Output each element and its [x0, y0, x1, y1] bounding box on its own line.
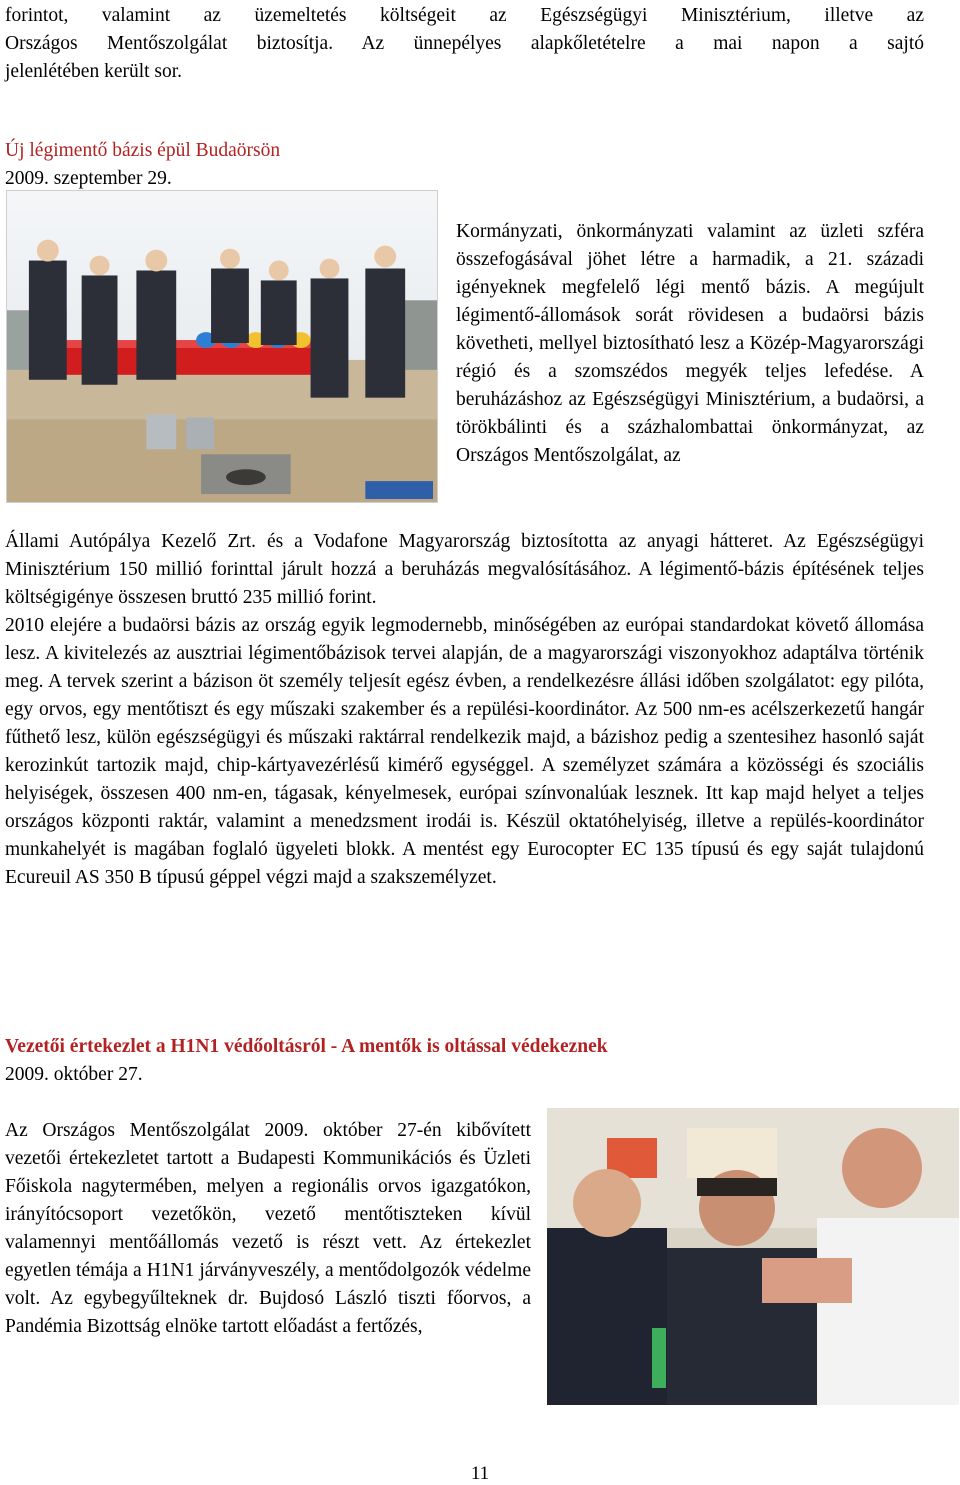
article1-header [5, 137, 924, 193]
article1-side-paragraph: Kormányzati, önkormányzati valamint az üzleti szféra összefogásával jöhet létre a harmadik, a 21. századi igényeknek megfelelő légi mentő bázis. A megújult légimentő-állomások sorát rövidesen a budaörsi bázis követheti, mellyel biztosítható lesz a Közép-Magyarországi régió és a szomszédos megyék teljes lefedése. A beruházáshoz az Egészségügyi Minisztérium, a budaörsi, a törökbálinti és a százhalombattai önkormányzat, az Országos Mentőszolgálat, az [456, 221, 924, 466]
article2-header [5, 1033, 924, 1089]
article1-body-paragraph-2: 2010 elejére a budaörsi bázis az ország egyik legmodernebb, minőségében az európai standardokat követő állomása lesz. A kivitelezés az ausztriai légimentőbázisok tervei alapján, de a magyarországi viszonyokhoz adaptálva történik meg. A tervek szerint a bázison öt személy teljesít egész évben, a rendelkezésre állási időben szolgálatot: egy pilóta, egy orvos, egy mentőtiszt és egy műszaki szakember és a repülési-koordinátor. Az 500 nm-es acélszerkezetű hangár fűthető lesz, külön egészségügyi és műszaki raktárral rendelkezik majd, a bázishoz pedig a szentesihez hasonló saját kerozinkút tartozik majd, chip-kártyavezérlésű kimérő egységgel. A személyzet számára a közösségi és szociális helyiségek, összesen 400 nm-en, tágasak, kényelmesek, európai színvonalúak lesznek. Itt kap majd helyet a teljes országos központi raktár, valamint a menedzsment irodái is. Készül oktatóhelyiség, illetve a repülés-koordinátor munkahelyét is magában foglaló ügyeleti blokk. A mentést egy Eurocopter EC 135 típusú és egy saját tulajdonú Ecureuil AS 350 B típusú géppel végzi majd a szakszemélyzet. [5, 615, 924, 888]
article2-paragraph: Az Országos Mentőszolgálat 2009. október 27-én kibővített vezetői értekezletet tartott a Budapesti Kommunikációs és Üzleti Főiskola nagytermében, melyen a regionális orvos igazgatókon, irányítócsoport vezetőkön, vezető mentőtiszteken kívül valamennyi mentőállomás vezető is részt vett. Az értekezlet egyetlen témája a H1N1 járványveszély, a mentődolgozók védelme volt. Az egybegyűlteknek dr. Bujdosó László tiszti főorvos, a Pandémia Bizottság elnöke tartott előadást a fertőzés, [5, 1120, 531, 1337]
intro-line-2: Országos Mentőszolgálat biztosítja. Az ünnepélyes alapkőletételre a mai napon a sajtó [5, 33, 924, 54]
article1-date: 2009. szeptember 29. [5, 168, 172, 189]
intro-paragraph [5, 2, 924, 86]
article1-title: Új légimentő bázis épül Budaörsön [5, 140, 281, 161]
article1-body-paragraph-1: Állami Autópálya Kezelő Zrt. és a Vodafone Magyarország biztosította az anyagi hátteret. Az Egészségügyi Minisztérium 150 millió forinttal járult hozzá a beruházás megvalósításához. A légimentő-bázis építésének teljes költségigénye összesen bruttó 235 millió forint. [5, 531, 924, 608]
intro-line-1: forintot, valamint az üzemeltetés költségeit az Egészségügyi Minisztérium, illetve az [5, 5, 924, 26]
article1-body [5, 528, 924, 892]
article2-title: Vezetői értekezlet a H1N1 védőoltásról - A mentők is oltással védekeznek [5, 1036, 608, 1057]
vaccination-photo [547, 1108, 959, 1405]
page-number: 11 [470, 1463, 490, 1484]
ceremony-photo-image [7, 191, 437, 502]
intro-line-3: jelenlétében került sor. [5, 61, 183, 82]
ceremony-photo [6, 190, 438, 503]
article2-date: 2009. október 27. [5, 1064, 143, 1085]
vaccination-photo-image [547, 1108, 959, 1405]
